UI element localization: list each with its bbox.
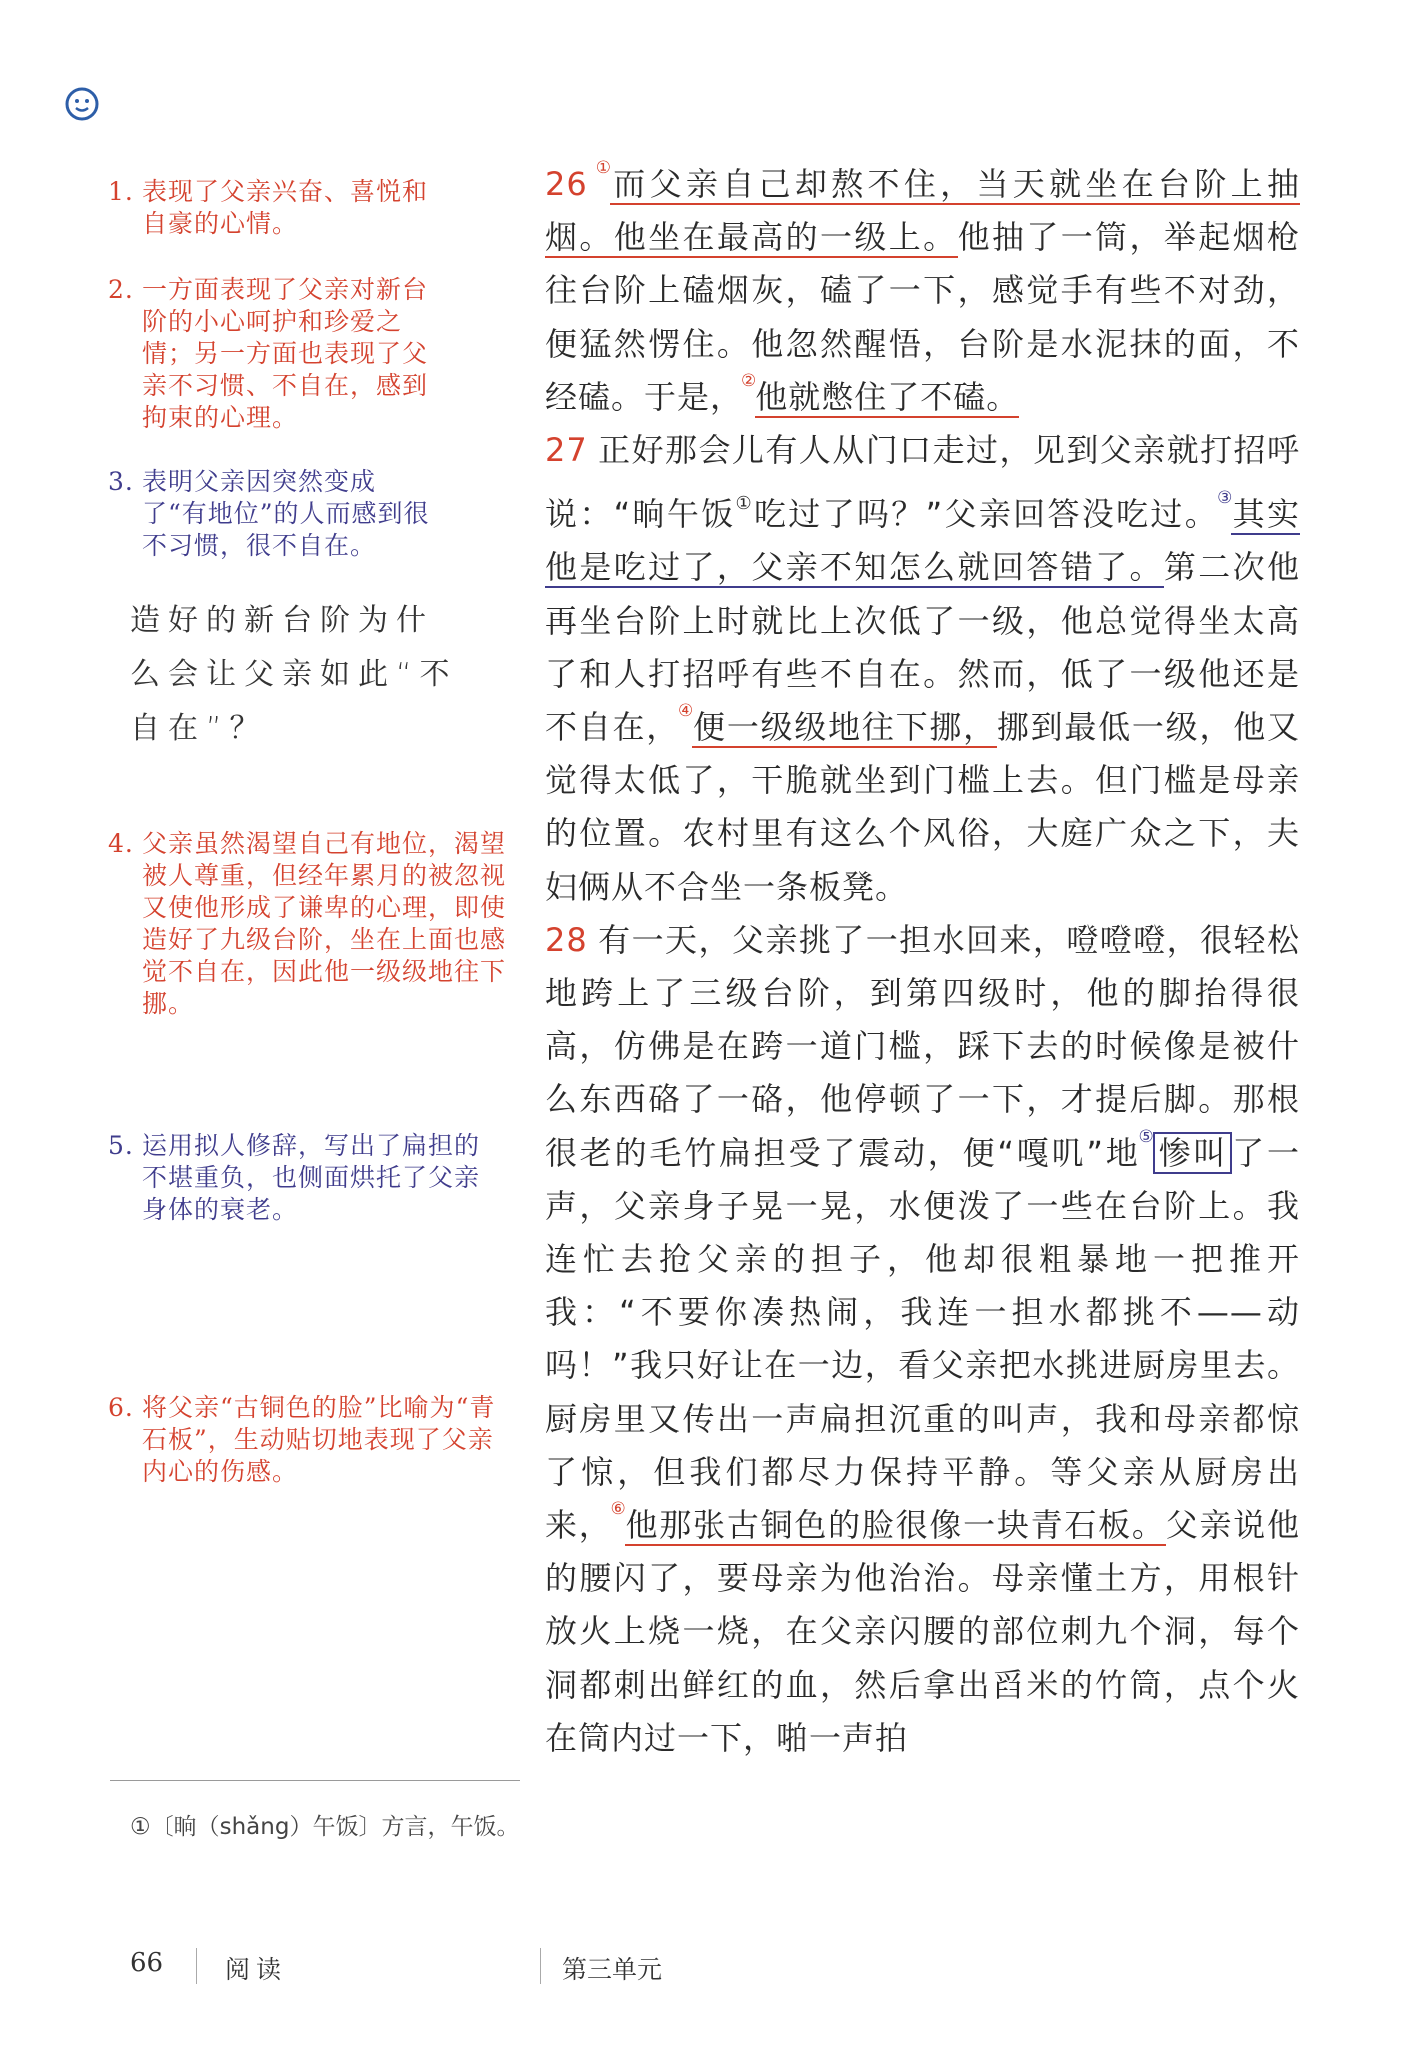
paragraph-28 <box>545 914 1300 1765</box>
annotation-marker: ⑥ <box>610 1499 627 1520</box>
footnote-divider <box>110 1780 520 1781</box>
page-number: 66 <box>130 1948 164 1978</box>
note-number: 5. <box>108 1131 134 1160</box>
body-sentence: 父亲说他的腰闪了，要母亲为他治治。母亲懂土方，用根针放火上烧一烧，在父亲闪腰的部位刺九个洞，每个洞都刺出鲜红的血，然后拿出舀米的竹筒，点个火在筒内过一下，啪一声拍 <box>545 1506 1300 1757</box>
smiley-icon <box>64 86 100 122</box>
note-1 <box>108 176 528 240</box>
annotation-marker: ④ <box>678 701 695 722</box>
note-number: 1. <box>108 177 134 206</box>
paragraph-number: 28 <box>545 920 588 959</box>
note-number: 2. <box>108 275 134 304</box>
note-text: 将父亲“古铜色的脸”比喻为“青石板”，生动贴切地表现了父亲内心的伤感。 <box>142 1393 496 1486</box>
paragraph-26 <box>545 158 1300 424</box>
annotation-marker: ① <box>595 158 612 178</box>
paragraph-27 <box>545 424 1300 914</box>
main-text <box>545 158 1300 1765</box>
note-text: 表明父亲因突然变成了“有地位”的人而感到很不习惯，很不自在。 <box>142 467 430 560</box>
underlined-sentence: 他就憋住了不磕。 <box>755 377 1020 416</box>
note-text: 一方面表现了父亲对新台阶的小心呵护和珍爱之情；另一方面也表现了父亲不习惯、不自在，感到拘束的心理。 <box>142 275 429 432</box>
note-number: 6. <box>108 1393 134 1422</box>
paragraph-number: 26 <box>545 165 588 203</box>
underlined-sentence: 便一级级地往下挪， <box>692 708 997 747</box>
body-sentence: 有一天，父亲挑了一担水回来，噔噔噔，很轻松地跨上了三级台阶，到第四级时，他的脚抬得很高，仿佛是在跨一道门槛，踩下去的时候像是被什么东西硌了一硌，他停顿了一下，才提后脚。那根很老的毛竹扁担受了震动，便“嘎叽”地 <box>545 920 1300 1172</box>
annotation-marker: ⑤ <box>1138 1126 1155 1147</box>
footnote-marker: ① <box>735 493 754 515</box>
note-number: 4. <box>108 829 134 858</box>
annotation-marker: ③ <box>1217 488 1234 509</box>
underlined-sentence: 他那张古铜色的脸很像一块青石板。 <box>624 1506 1166 1545</box>
underlined-sentence: 而父亲自己却熬不住，当天就坐在台阶上抽烟。他坐在最高的一级上。 <box>545 165 1300 257</box>
note-number: 3. <box>108 467 134 496</box>
note-5 <box>108 1130 528 1226</box>
section-label: 阅读 <box>225 1955 288 1984</box>
paragraph-number: 27 <box>545 431 588 470</box>
underlined-sentence: 其实他是吃过了，父亲不知怎么就回答错了。 <box>545 495 1300 587</box>
note-text: 运用拟人修辞，写出了扁担的不堪重负，也侧面烘托了父亲身体的衰老。 <box>142 1131 481 1224</box>
note-4 <box>108 828 528 1020</box>
unit-label: 第三单元 <box>562 1955 663 1984</box>
boxed-word: 惨叫 <box>1153 1132 1232 1174</box>
note-text: 父亲虽然渴望自己有地位，渴望被人尊重，但经年累月的被忽视又使他形成了谦卑的心理，即使造好了九级台阶，坐在上面也感觉不自在，因此他一级级地往下挪。 <box>142 829 507 1018</box>
note-3 <box>108 466 528 562</box>
annotation-marker: ② <box>741 370 758 391</box>
body-sentence: 了一声，父亲身子晃一晃，水便泼了一些在台阶上。我连忙去抢父亲的担子，他却很粗暴地一把推开我：“不要你凑热闹，我连一担水都挑不——动吗！”我只好让在一边，看父亲把水挑进厨房里去。厨房里又传出一声扁担沉重的叫声，我和母亲都惊了惊，但我们都尽力保持平静。等父亲从厨房出来， <box>545 1133 1300 1545</box>
footer-divider <box>196 1948 197 1984</box>
note-2 <box>108 274 528 434</box>
body-sentence: 挪到最低一级，他又觉得太低了，干脆就坐到门槛上去。但门槛是母亲的位置。农村里有这么个风俗，大庭广众之下，夫妇俩从不合坐一条板凳。 <box>545 708 1300 906</box>
body-sentence: 他抽了一筒，举起烟枪往台阶上磕烟灰，磕了一下，感觉手有些不对劲，便猛然愣住。他忽然醒悟，台阶是水泥抹的面，不经磕。于是， <box>545 218 1300 416</box>
body-sentence: 吃过了吗？”父亲回答没吃过。 <box>753 495 1220 534</box>
footnote: ①〔晌（shǎng）午饭〕方言，午饭。 <box>130 1814 520 1840</box>
guiding-question: 造好的新台阶为什么会让父亲如此“不自在”？ <box>130 603 458 746</box>
body-sentence: 第二次他再坐台阶上时就比上次低了一级，他总觉得坐太高了和人打招呼有些不自在。然而，低了一级他还是不自在， <box>545 548 1300 747</box>
body-sentence: 正好那会儿有人从门口走过，见到父亲就打招呼说：“晌午饭 <box>545 431 1300 534</box>
note-6 <box>108 1392 528 1488</box>
footer-divider <box>540 1948 541 1984</box>
note-text: 表现了父亲兴奋、喜悦和自豪的心情。 <box>142 177 429 238</box>
